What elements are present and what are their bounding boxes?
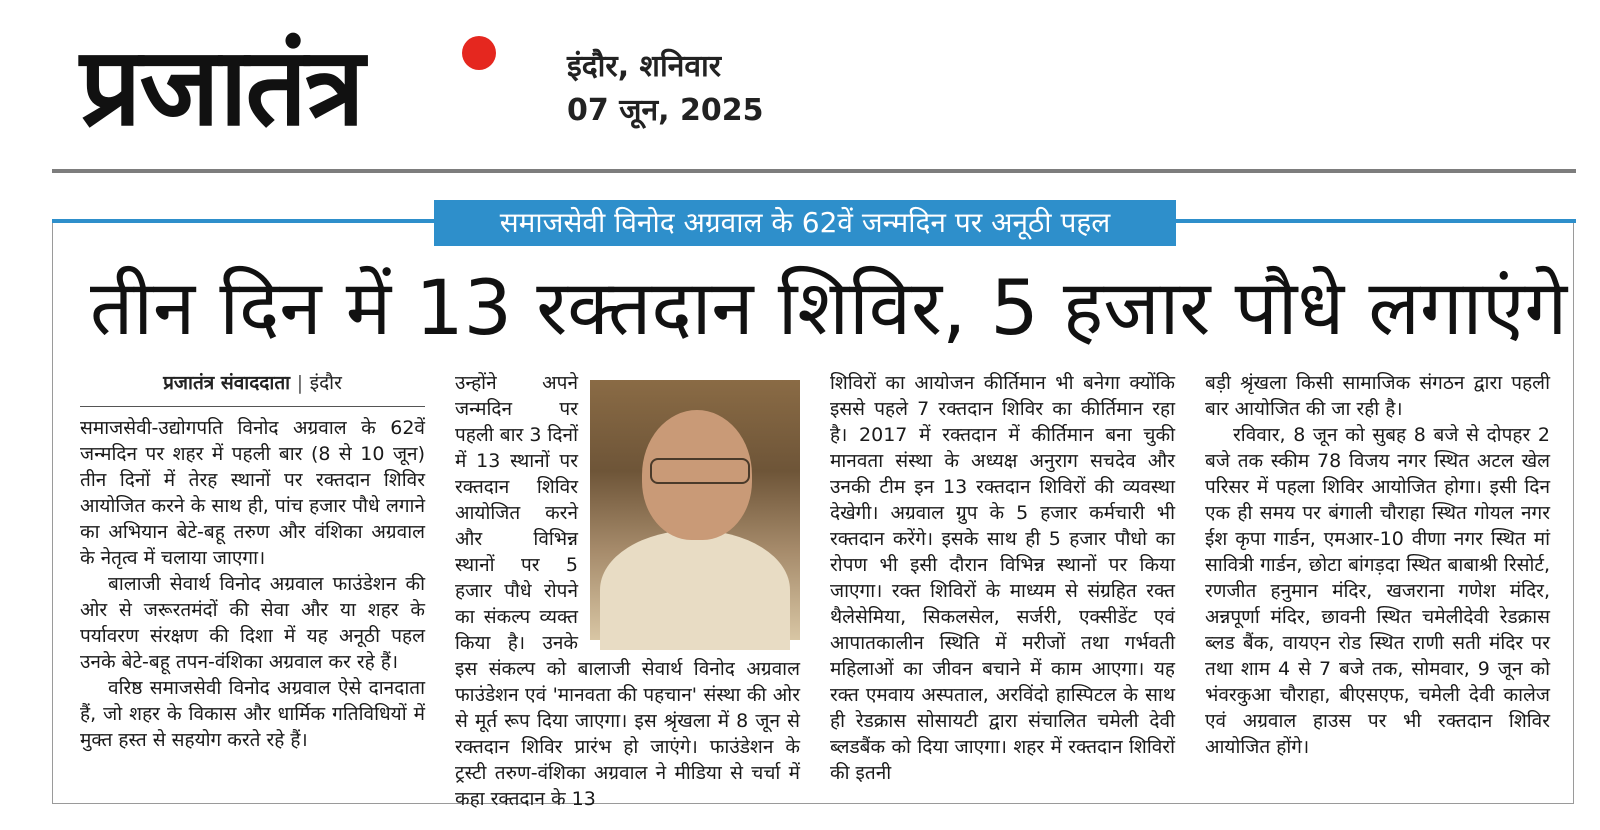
paragraph: समाजसेवी-उद्योगपति विनोद अग्रवाल के 62वें जन्मदिन पर शहर में पहली बार (8 से 10 जून) तीन दिनों में तेरह स्थानों पर रक्तदान शिविर आयोजित करने के साथ ही, पांच हजार पौधे लगाने का अभियान बेटे-बहू तरुण और वंशिका अग्रवाल के नेतृत्व में चलाया जाएगा। [80, 417, 425, 569]
city-day: इंदौर, शनिवार [567, 49, 722, 84]
masthead-rule [52, 169, 1576, 173]
article-headline: तीन दिन में 13 रक्तदान शिविर, 5 हजार पौधे लगाएंगे [90, 263, 1568, 352]
portrait-photo [590, 380, 800, 640]
byline-author: प्रजातंत्र संवाददाता [163, 372, 291, 394]
issue-date: 07 जून, 2025 [567, 93, 764, 128]
byline-separator: | [296, 372, 304, 394]
article-column-1 [80, 370, 425, 790]
article-column-3 [830, 370, 1175, 790]
article-column-4 [1205, 370, 1550, 790]
byline-city: इंदौर [309, 372, 342, 394]
byline [80, 370, 425, 407]
paragraph: उन्होंने अपने जन्मदिन पर पहली बार 3 दिनों में 13 स्थानों पर रक्तदान शिविर आयोजित करने और विभिन्न स्थानों पर 5 हजार पौधे रोपने का संकल्प व्यक्त किया है। उनके इस संकल्प को बालाजी सेवार्थ विनोद अग्रवाल फाउंडेशन एवं 'मानवता की पहचान' संस्था की ओर से मूर्त रूप दिया जाएगा। इस श्रृंखला में 8 जून से रक्तदान शिविर प्रारंभ हो जाएंगे। फाउंडेशन के ट्रस्टी तरुण-वंशिका अग्रवाल ने मीडिया से चर्चा में कहा रक्तदान के 13 [455, 372, 800, 810]
photo-glasses-shape [650, 458, 750, 484]
logo-red-dot [462, 36, 496, 70]
masthead-dateline [567, 45, 787, 133]
article-kicker: समाजसेवी विनोद अग्रवाल के 62वें जन्मदिन पर अनूठी पहल [434, 200, 1176, 246]
paragraph: शिविरों का आयोजन कीर्तिमान भी बनेगा क्योंकि इससे पहले 7 रक्तदान शिविर का कीर्तिमान रहा है। 2017 में रक्तदान में कीर्तिमान बना चुकी मानवता संस्था के अध्यक्ष अनुराग सचदेव और उनकी टीम इन 13 रक्तदान शिविरों की व्यवस्था देखेगी। अग्रवाल ग्रुप के 5 हजार कर्मचारी भी रक्तदान करेंगे। इसके साथ ही 5 हजार पौधो का रोपण भी इसी दौरान विभिन्न स्थानों पर किया जाएगा। रक्त शिविरों के माध्यम से संग्रहित रक्त थैलेसेमिया, सिकलसेल, सर्जरी, एक्सीडेंट एवं आपातकालीन स्थिति में मरीजों तथा गर्भवती महिलाओं का जीवन बचाने में काम आएगा। यह रक्त एमवाय अस्पताल, अरविंदो हास्पिटल के साथ ही रेडक्रास सोसायटी द्वारा संचालित चमेली देवी ब्लडबैंक को दिया जाएगा। शहर में रक्तदान शिविरों की इतनी [830, 372, 1175, 784]
logo-text: प्रजातंत्र [80, 25, 363, 150]
paragraph: बालाजी सेवार्थ विनोद अग्रवाल फाउंडेशन की ओर से जरूरतमंदों की सेवा और या शहर के पर्यावरण संरक्षण की दिशा में यह अनूठी पहल उनके बेटे-बहू तपन-वंशिका अग्रवाल कर रहे हैं। [80, 573, 425, 673]
masthead-logo [80, 25, 525, 150]
article-column-2 [455, 370, 800, 810]
paragraph: रविवार, 8 जून को सुबह 8 बजे से दोपहर 2 बजे तक स्कीम 78 विजय नगर स्थित अटल खेल परिसर में पहला शिविर आयोजित होगा। इसी दिन एक ही समय पर बंगाली चौराहा स्थित गोयल नगर ईश कृपा गार्डन, एमआर-10 वीणा नगर स्थित मां सावित्री गार्डन, छोटा बांगड़दा स्थित बाबाश्री रिसोर्ट, रणजीत हनुमान मंदिर, खजराना गणेश मंदिर, अन्नपूर्णा मंदिर, छावनी स्थित चमेलीदेवी रेडक्रास ब्लड बैंक, वायएन रोड स्थित राणी सती मंदिर पर तथा शाम 4 से 7 बजे तक, सोमवार, 9 जून को भंवरकुआ चौराहा, बीएसएफ, चमेली देवी कालेज एवं अग्रवाल हाउस पर भी रक्तदान शिविर आयोजित होंगे। [1205, 424, 1550, 758]
paragraph: बड़ी श्रृंखला किसी सामाजिक संगठन द्वारा पहली बार आयोजित की जा रही है। [1205, 372, 1550, 420]
photo-body-shape [600, 530, 790, 650]
paragraph: वरिष्ठ समाजसेवी विनोद अग्रवाल ऐसे दानदाता हैं, जो शहर के विकास और धार्मिक गतिविधियों में मुक्त हस्त से सहयोग करते रहे हैं। [80, 677, 425, 751]
